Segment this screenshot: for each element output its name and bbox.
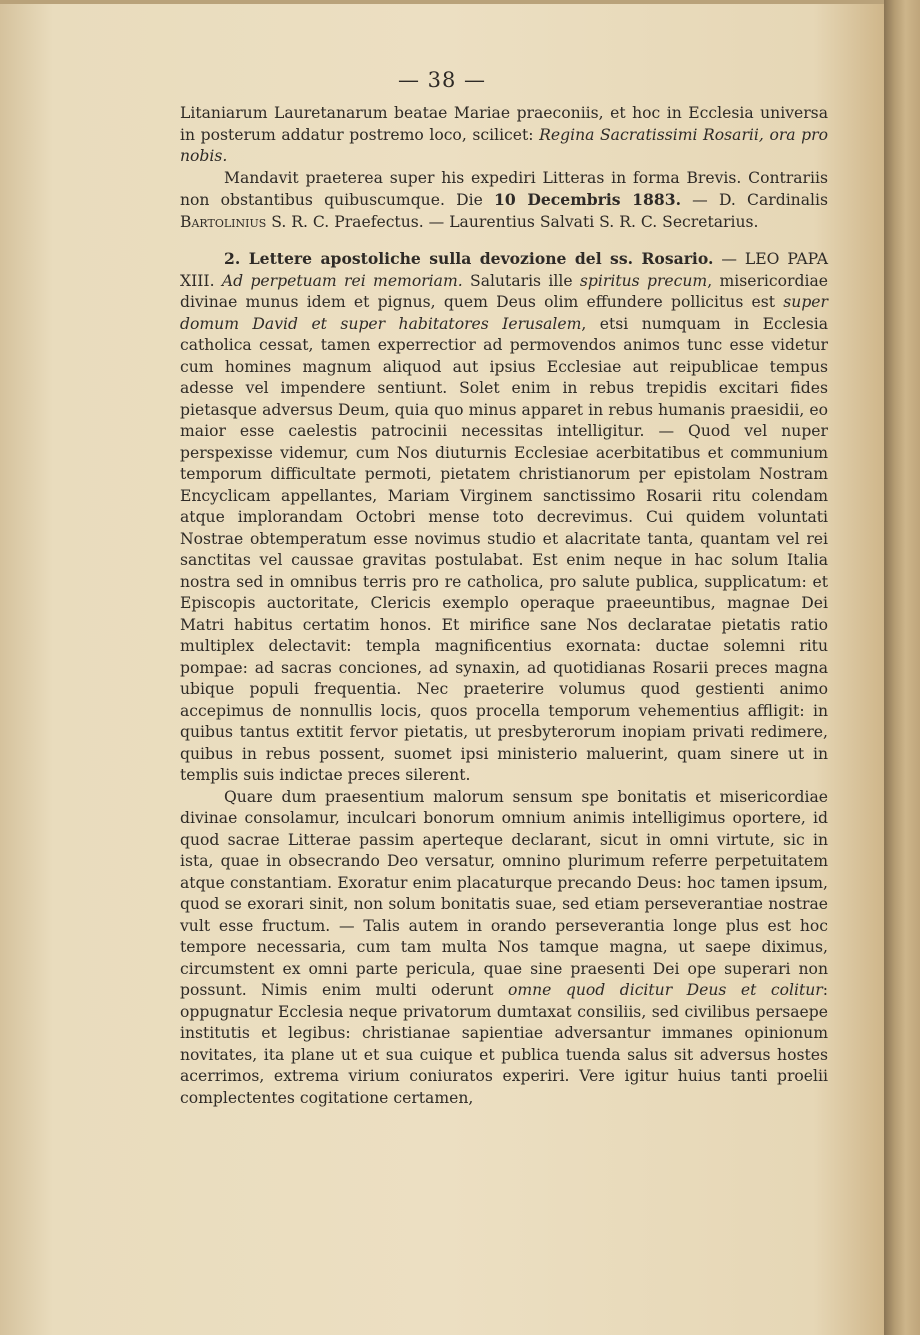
paragraph-4: Quare dum praesentium malorum sensum spe bonitatis et misericordiae divinae consolamur, inculcari bonorum omnium animis intelligimus oportere, id quod sacrae Litterae passim aperteque declarant, sicut in omni virtute, sic in ista, quae in obsecrando Deo versatur, omnino plurimum referre perpetuitatem atque constantiam. Exoratur enim placaturque precando Deus: hoc tamen ipsum, quod se exorari sinit, non solum bonitatis suae, sed etiam perseverantiae nostrae vult esse fructum. — Talis autem in orando perseverantia longe plus est hoc tempore necessaria, cum tam multa Nos tamque magna, ut saepe diximus, circumstent ex omni parte pericula, quae sine praesenti Dei ope superari non possunt. Nimis enim multi oderunt omne quod dicitur Deus et colitur: oppugnatur Ecclesia neque privatorum dumtaxat consiliis, sed civilibus persaepe institutis et legibus: christianae sapientiae adversantur immanes opinionum novitates, ita plane ut et sua cuique et publica tuenda salus sit adversus hostes acerrimos, extrema virium coniuratos experiri. Vere igitur huius tanti proelii complectentes cogitatione certamen, (180, 787, 828, 1107)
book-spine (884, 0, 920, 1335)
paragraph-1: Litaniarum Lauretanarum beatae Mariae praeconiis, et hoc in Ecclesia universa in posterum addatur postremo loco, scilicet: Regina Sacratissimi Rosarii, ora pro nobis. (180, 104, 828, 165)
paragraph-2: Mandavit praeterea super his expediri Litteras in forma Brevis. Contrariis non obstantibus quibuscumque. Die 10 Decembris 1883. — D. Cardinalis Bartolinius S. R. C. Praefectus. — Laurentius Salvati S. R. C. Secretarius. (180, 168, 828, 231)
body-text (180, 103, 828, 1109)
section-heading: 2. Lettere apostoliche sulla devozione del ss. Rosario. (224, 249, 714, 268)
page-number: — 38 — (397, 68, 487, 92)
page-top-edge (0, 0, 884, 4)
paragraph-3: 2. Lettere apostoliche sulla devozione del ss. Rosario. — LEO PAPA XIII. Ad perpetuam rei memoriam. Salutaris ille spiritus precum, misericordiae divinae munus idem et pignus, quem Deus olim effundere pollicitus est super domum David et super habitatores Ierusalem, etsi numquam in Ecclesia catholica cessat, tamen experrectior ad permovendos animos tunc esse videtur cum homines magnum aliquod aut ipsius Ecclesiae aut reipublicae tempus adesse vel impendere sentiunt. Solet enim in rebus trepidis excitari fides pietasque adversus Deum, quia quo minus apparet in rebus humanis praesidii, eo maior esse caelestis patrocinii necessitas intelligitur. — Quod vel nuper perspexisse videmur, cum Nos diuturnis Ecclesiae acerbitatibus et communium temporum difficultate permoti, pietatem christianorum per epistolam Nostram Encyclicam appellantes, Mariam Virginem sanctissimo Rosarii ritu colendam atque implorandam Octobri mense toto decrevimus. Cui quidem voluntati Nostrae obtemperatum esse novimus studio et alacritate tanta, quantam vel rei sanctitas vel caussae gravitas postulabat. Est enim neque in hac solum Italia nostra sed in omnibus terris pro re catholica, pro salute publica, supplicatum: et Episcopis auctoritate, Clericis exemplo operaque praeeuntibus, magnae Dei Matri habitus certatim honos. Et mirifice sane Nos declaratae pietatis ratio multiplex delectavit: templa magnificentius exornata: ductae solemni ritu pompae: ad sacras conciones, ad synaxin, ad quotidianas Rosarii preces magna ubique populi frequentia. Nec praeterire volumus quod gestienti animo accepimus de nonnullis locis, quos procella temporum vehementius affligit: in quibus tantus extitit fervor pietatis, ut presbyterorum inopiam privati redimere, quibus in rebus possent, suomet ipsi ministerio maluerint, quam sinere ut in templis suis indictae preces silerent. (180, 249, 828, 784)
